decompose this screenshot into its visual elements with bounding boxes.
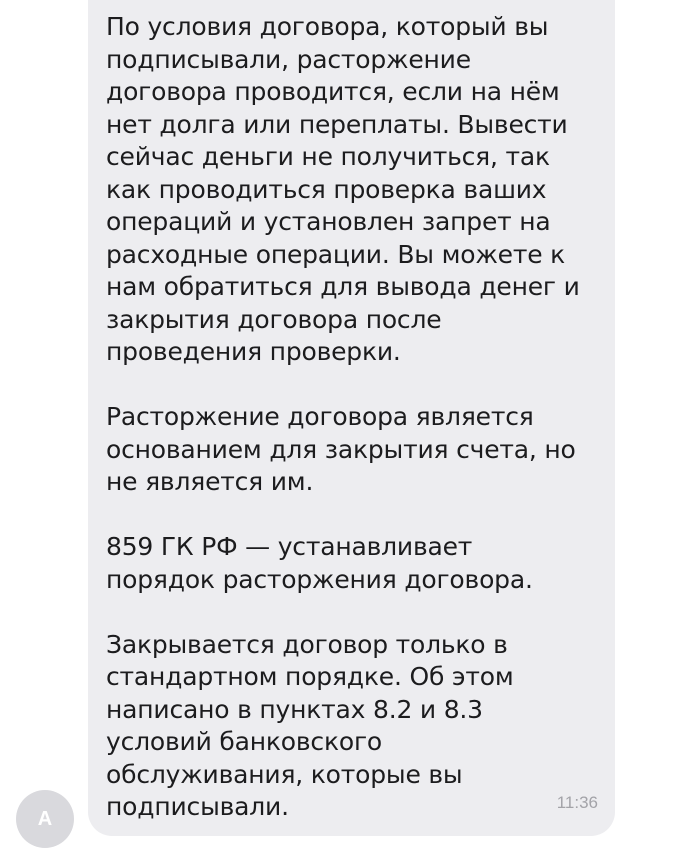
message-paragraph-1: По условия договора, который вы подписывали, расторжение договора проводится, если на нём нет долга или переплаты. Вывести сейчас деньги не получиться, так как проводиться проверка ваших операций и установлен запрет на расходные операции. Вы можете к нам обратиться для вывода денег и закрытия договора после проведения проверки. [106, 12, 580, 366]
message-paragraph-4: Закрывается договор только в стандартном порядке. Об этом написано в пунктах 8.2 и 8.3 условий банковского обслуживания, которые вы подписывали. [106, 629, 514, 821]
avatar-letter: А [37, 807, 53, 830]
message-paragraph-2: Расторжение договора является основанием для закрытия счета, но не является им. [106, 402, 576, 496]
message-paragraph-3: 859 ГК РФ — устанавливает порядок расторжения договора. [106, 532, 533, 594]
avatar[interactable] [16, 790, 74, 848]
message-timestamp: 11:36 [556, 793, 598, 812]
message-bubble[interactable] [88, 0, 615, 836]
